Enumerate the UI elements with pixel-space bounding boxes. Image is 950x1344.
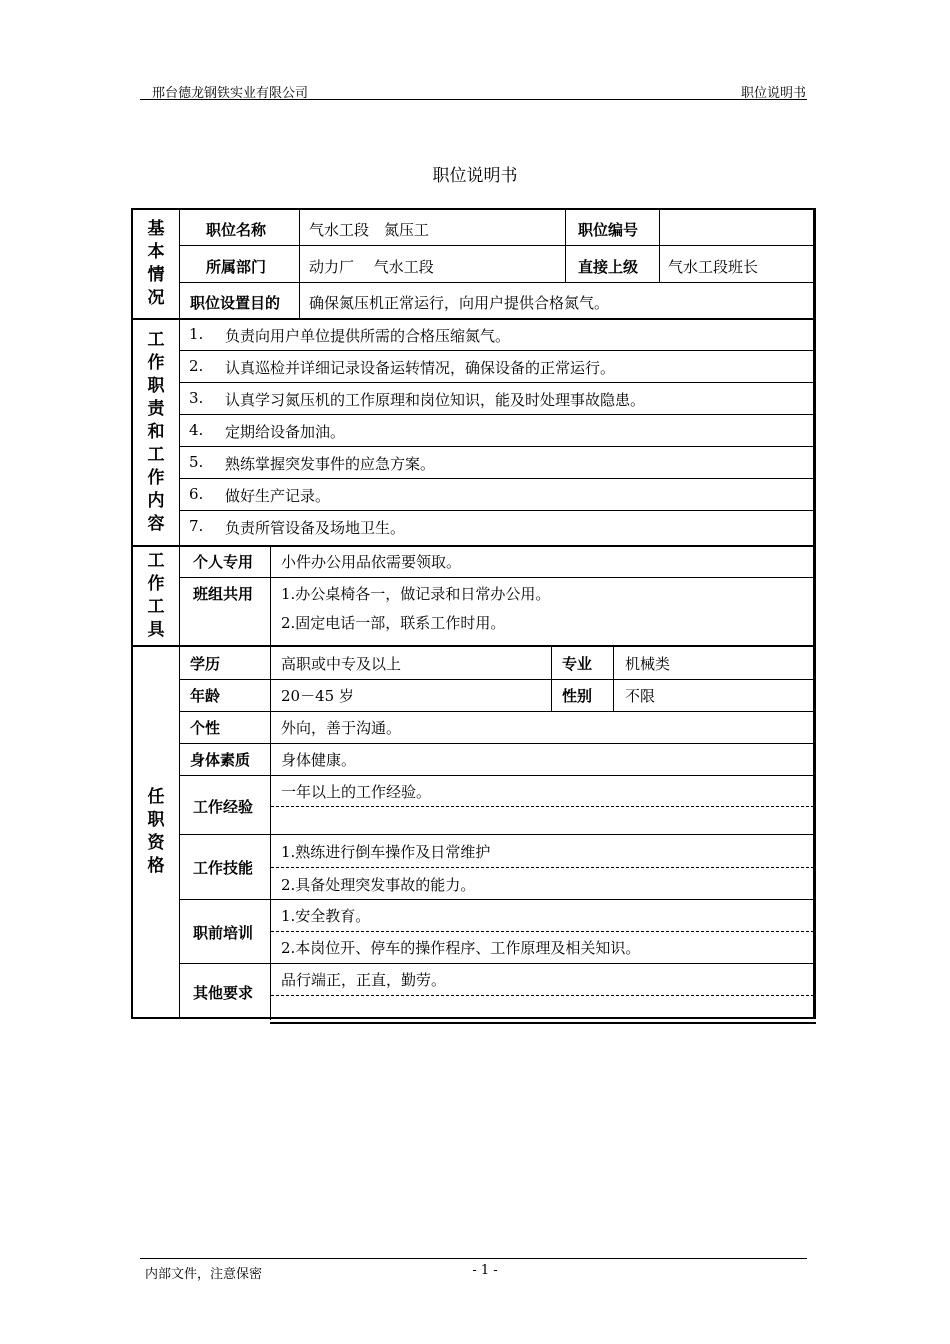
row-divider bbox=[179, 446, 814, 447]
supervisor-label: 直接上级 bbox=[578, 258, 639, 276]
section-qualifications: 任 职 资 格 bbox=[147, 787, 165, 876]
company-name: 邢台德龙钢铁实业有限公司 bbox=[152, 86, 309, 101]
experience-value: 一年以上的工作经验。 bbox=[281, 783, 432, 801]
education-value: 高职或中专及以上 bbox=[281, 655, 402, 673]
row-divider bbox=[179, 775, 814, 776]
section-divider bbox=[133, 318, 814, 320]
table-divider bbox=[179, 209, 180, 1018]
major-value: 机械类 bbox=[625, 655, 671, 673]
duty-item: 1. 负责向用户单位提供所需的合格压缩氮气。 bbox=[189, 325, 511, 345]
shared-tools-line: 1.办公桌椅各一，做记录和日常办公用。 bbox=[281, 585, 551, 603]
row-divider bbox=[179, 679, 814, 680]
confidential-note: 内部文件，注意保密 bbox=[145, 1267, 263, 1282]
row-divider bbox=[179, 834, 814, 835]
dashed-separator bbox=[271, 806, 814, 807]
shared-tools-label: 班组共用 bbox=[193, 585, 254, 603]
duty-item: 6. 做好生产记录。 bbox=[189, 485, 331, 505]
header-doc-type: 职位说明书 bbox=[740, 86, 806, 101]
section-duties: 工 作 职 责 和 工 作 内 容 bbox=[147, 330, 165, 534]
dashed-separator bbox=[271, 931, 814, 932]
purpose-value: 确保氮压机正常运行，向用户提供合格氮气。 bbox=[309, 294, 610, 312]
duty-item: 4. 定期给设备加油。 bbox=[189, 421, 346, 441]
row-divider bbox=[179, 350, 814, 351]
training-label: 职前培训 bbox=[193, 924, 254, 942]
row-divider bbox=[179, 478, 814, 479]
gender-value: 不限 bbox=[625, 687, 656, 705]
row-divider bbox=[179, 382, 814, 383]
row-divider bbox=[179, 245, 814, 246]
personality-value: 外向，善于沟通。 bbox=[281, 719, 402, 737]
position-code-label: 职位编号 bbox=[578, 221, 639, 239]
footer-rule bbox=[140, 1258, 807, 1259]
row-divider bbox=[179, 414, 814, 415]
training-line: 1.安全教育。 bbox=[281, 907, 371, 925]
skills-line: 2.具备处理突发事故的能力。 bbox=[281, 876, 476, 894]
age-value: 20－45 岁 bbox=[281, 687, 354, 705]
other-requirements-value: 品行端正，正直，勤劳。 bbox=[281, 971, 447, 989]
health-value: 身体健康。 bbox=[281, 751, 357, 769]
row-divider bbox=[179, 577, 814, 578]
other-requirements-label: 其他要求 bbox=[193, 984, 254, 1002]
row-divider bbox=[179, 510, 814, 511]
row-divider bbox=[179, 282, 814, 283]
training-line: 2.本岗位开、停车的操作程序、工作原理及相关知识。 bbox=[281, 939, 641, 957]
education-label: 学历 bbox=[190, 655, 221, 673]
row-divider bbox=[179, 743, 814, 744]
personal-tools-value: 小件办公用品依需要领取。 bbox=[281, 553, 462, 571]
position-name-value: 气水工段 氮压工 bbox=[309, 221, 430, 239]
row-divider bbox=[179, 711, 814, 712]
table-divider bbox=[270, 546, 271, 1020]
age-label: 年龄 bbox=[190, 687, 221, 705]
page-number: - 1 - bbox=[472, 1263, 498, 1278]
duty-item: 3. 认真学习氮压机的工作原理和岗位知识，能及时处理事故隐患。 bbox=[189, 389, 646, 409]
dashed-separator bbox=[271, 867, 814, 868]
gender-label: 性别 bbox=[562, 687, 593, 705]
department-value: 动力厂 气水工段 bbox=[309, 258, 434, 276]
position-name-label: 职位名称 bbox=[206, 221, 267, 239]
experience-label: 工作经验 bbox=[193, 798, 254, 816]
purpose-label: 职位设置目的 bbox=[190, 294, 281, 312]
personal-tools-label: 个人专用 bbox=[193, 553, 254, 571]
health-label: 身体素质 bbox=[190, 751, 251, 769]
row-divider bbox=[179, 899, 814, 900]
duty-item: 2. 认真巡检并详细记录设备运转情况，确保设备的正常运行。 bbox=[189, 357, 616, 377]
supervisor-value: 气水工段班长 bbox=[668, 258, 759, 276]
dashed-separator bbox=[271, 995, 814, 996]
section-tools: 工 作 工 具 bbox=[147, 551, 165, 640]
duty-item: 5. 熟练掌握突发事件的应急方案。 bbox=[189, 453, 436, 473]
table-divider bbox=[299, 209, 300, 318]
duty-item: 7. 负责所管设备及场地卫生。 bbox=[189, 517, 406, 537]
skills-label: 工作技能 bbox=[193, 859, 254, 877]
section-divider bbox=[133, 645, 814, 647]
row-divider bbox=[179, 963, 814, 964]
major-label: 专业 bbox=[562, 655, 593, 673]
section-basic-info: 基 本 情 况 bbox=[147, 219, 165, 308]
header-rule bbox=[140, 99, 807, 100]
department-label: 所属部门 bbox=[206, 258, 267, 276]
skills-line: 1.熟练进行倒车操作及日常维护 bbox=[281, 843, 491, 861]
personality-label: 个性 bbox=[190, 719, 221, 737]
shared-tools-line: 2.固定电话一部，联系工作时用。 bbox=[281, 614, 506, 632]
section-divider bbox=[133, 545, 814, 547]
table-bottom-edge bbox=[270, 1022, 816, 1024]
document-title: 职位说明书 bbox=[432, 166, 518, 186]
